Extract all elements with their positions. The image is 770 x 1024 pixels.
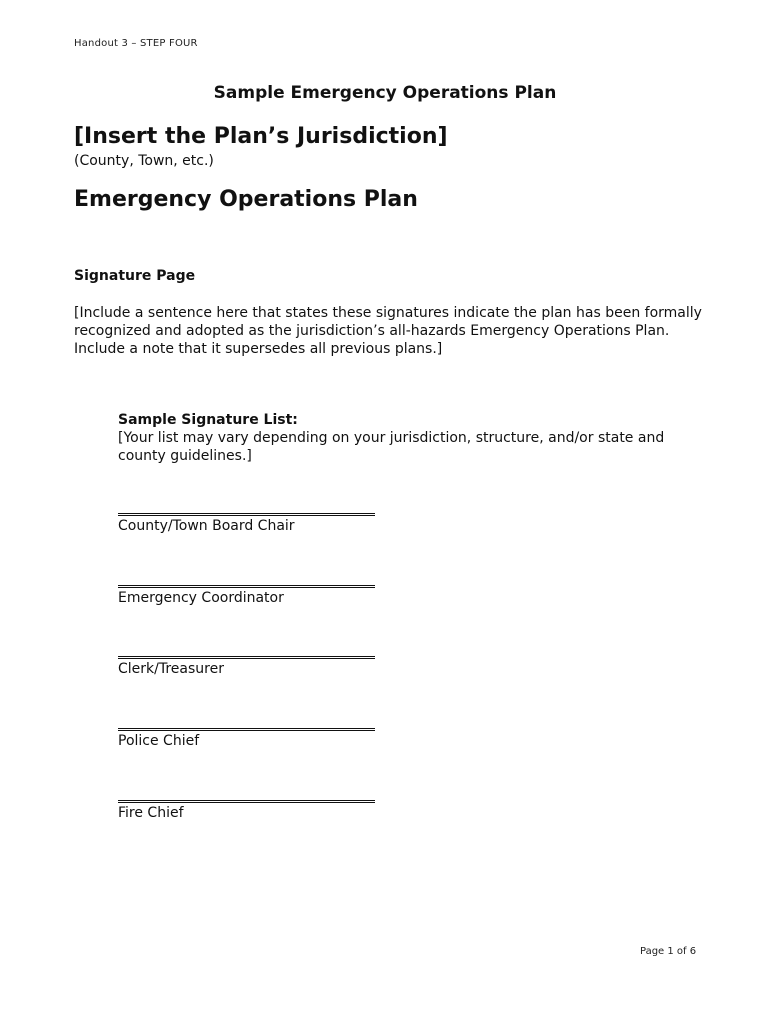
jurisdiction-placeholder: [Insert the Plan’s Jurisdiction] xyxy=(74,124,448,149)
signer-fire-chief xyxy=(118,800,378,822)
signature-line xyxy=(118,585,375,588)
signature-page-heading: Signature Page xyxy=(74,268,196,284)
signature-list-heading: Sample Signature List: xyxy=(118,412,298,428)
signer-title: Emergency Coordinator xyxy=(118,590,284,606)
header-note: Handout 3 – STEP FOUR xyxy=(74,38,198,49)
signer-title: Police Chief xyxy=(118,733,200,749)
document-title: Sample Emergency Operations Plan xyxy=(213,83,557,103)
signature-line xyxy=(118,656,375,659)
jurisdiction-examples: (County, Town, etc.) xyxy=(74,153,214,169)
signature-list-note: [Your list may vary depending on your jurisdiction, structure, and/or state and county guidelines.] xyxy=(118,430,665,464)
signer-title: Fire Chief xyxy=(118,805,184,821)
plan-title: Emergency Operations Plan xyxy=(74,187,418,212)
signature-list-block xyxy=(118,411,718,465)
signer-emergency-coordinator xyxy=(118,585,378,607)
signature-intro-text: [Include a sentence here that states these signatures indicate the plan has been formally recognized and adopted as the jurisdiction’s all-hazards Emergency Operations Plan. Include a note that it supersedes all previous plans.] xyxy=(74,305,702,357)
signer-title: Clerk/Treasurer xyxy=(118,661,224,677)
signature-line xyxy=(118,728,375,731)
signature-line xyxy=(118,513,375,516)
page-number: Page 1 of 6 xyxy=(640,946,697,957)
signer-title: County/Town Board Chair xyxy=(118,518,295,534)
signature-line xyxy=(118,800,375,803)
signer-police-chief xyxy=(118,728,378,750)
signer-board-chair xyxy=(118,513,378,535)
signer-clerk-treasurer xyxy=(118,656,378,678)
